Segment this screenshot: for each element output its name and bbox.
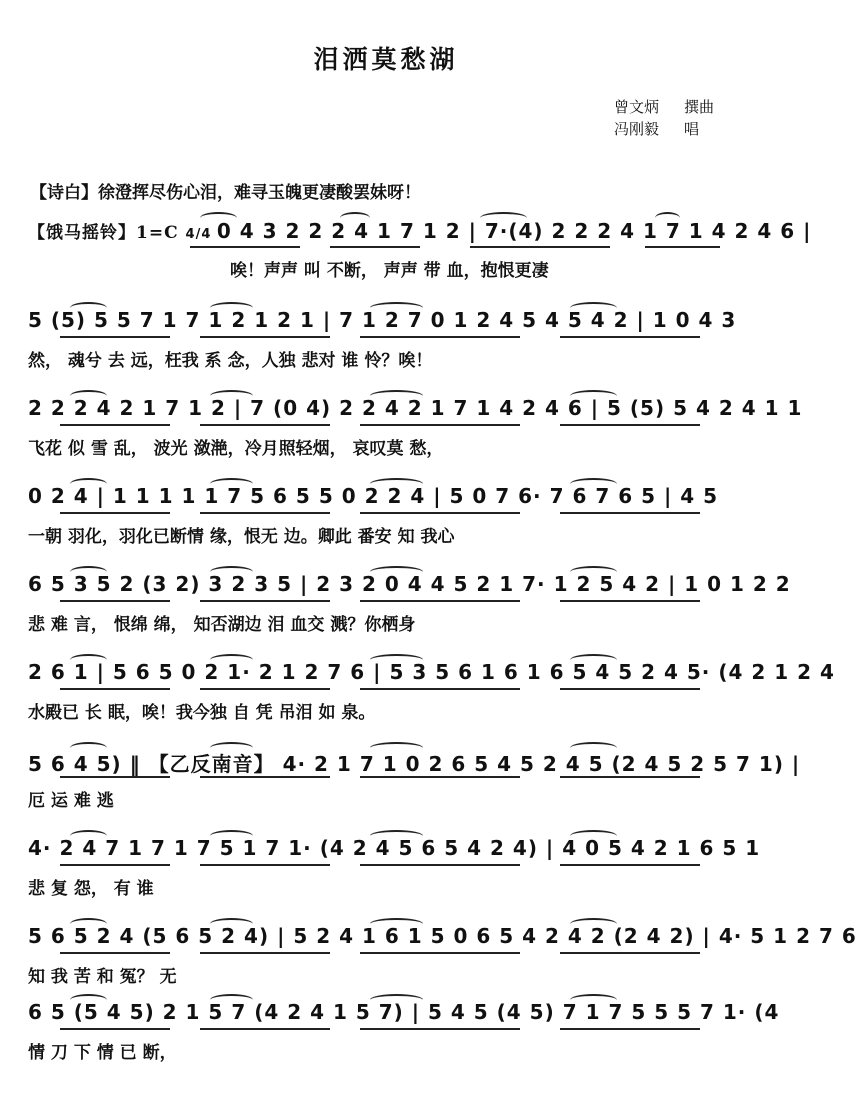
notation-text: 2 6 1 | 5 6 5 0 2 1· 2 1 2 7 6 | 5 3 5 6 1 6 1 6 5 4 5 2 4 5· (4 2 1 2 4 [28,660,835,684]
beam-underline [560,424,700,426]
notation-text: 6 5 (5 4 5) 2 1 5 7 (4 2 4 1 5 7) | 5 4 5 (4 5) 7 1 7 5 5 5 7 1· (4 [28,1000,780,1024]
slur-tie [200,212,237,224]
slur-tie [570,302,617,314]
slur-tie [210,830,253,842]
slur-tie [210,918,253,930]
beam-underline [470,246,610,248]
slur-tie [570,994,617,1006]
singer-name: 冯刚毅 [614,120,660,138]
beam-underline [60,336,170,338]
slur-tie [370,918,423,930]
slur-tie [210,478,253,490]
beam-underline [560,952,700,954]
notation-text: 0 4 3 2 2 2 4 1 7 1 2 | 7·(4) 2 2 2 4 1 7 1 4 2 4 6 | [216,219,812,243]
beam-underline [190,246,300,248]
slur-tie [70,994,107,1006]
slur-tie [655,212,680,224]
beam-underline [360,952,520,954]
beam-underline [360,776,520,778]
beam-underline [560,864,700,866]
lyric-line: 悲 复 怨， 有 谁 [28,879,154,899]
notation-line [28,218,812,248]
slur-tie [210,654,253,666]
beam-underline [560,1028,700,1030]
beam-underline [360,424,520,426]
beam-underline [200,512,330,514]
poem-recitation: 【诗白】徐澄挥尽伤心泪，难寻玉魄更凄酸罢妹呀！ [30,183,421,203]
beam-underline [360,688,520,690]
slur-tie [370,654,423,666]
slur-tie [570,742,617,754]
slur-tie [70,918,107,930]
slur-tie [70,390,107,402]
notation-text: 5 6 4 5) ‖ 【乙反南音】 4· 2 1 7 1 0 2 6 5 4 5 2 4 5 (2 4 5 2 5 7 1) | [28,752,801,776]
composer-name: 曾文炳 [614,98,660,116]
slur-tie [70,830,107,842]
notation-text: 5 (5) 5 5 7 1 7 1 2 1 2 1 | 7 1 2 7 0 1 2 4 5 4 5 4 2 | 1 0 4 3 [28,308,737,332]
beam-underline [200,952,330,954]
lyric-line: 一朝 羽化，羽化已断情 缘，恨无 边。卿此 番安 知 我心 [28,527,455,547]
notation-text: 4· 2 4 7 1 7 1 7 5 1 7 1· (4 2 4 5 6 5 4 2 4) | 4 0 5 4 2 1 6 5 1 [28,836,761,860]
slur-tie [70,478,107,490]
lyric-line: 悲 难 言， 恨绵 绵， 知否湖边 泪 血交 溅？你栖身 [28,615,416,635]
slur-tie [370,566,423,578]
beam-underline [200,864,330,866]
slur-tie [210,994,253,1006]
lyric-line: 知 我 苦 和 冤？ 无 [28,967,177,987]
slur-tie [570,566,617,578]
slur-tie [370,742,423,754]
singer-role: 唱 [684,120,700,138]
notation-text: 5 6 5 2 4 (5 6 5 2 4) | 5 2 4 1 6 1 5 0 6 5 4 2 4 2 (2 4 2) | 4· 5 1 2 7 6 [28,924,857,948]
beam-underline [60,688,170,690]
beam-underline [645,246,720,248]
slur-tie [570,478,617,490]
tune-label: 【饿马摇铃】1=C [28,223,186,243]
slur-tie [570,390,617,402]
composer-role: 撰曲 [684,98,715,116]
beam-underline [360,512,520,514]
beam-underline [60,776,170,778]
lyric-line: 厄 运 难 逃 [28,791,114,811]
beam-underline [360,864,520,866]
beam-underline [560,688,700,690]
lyric-line: 唉！声声 叫 不断， 声声 带 血，抱恨更凄 [230,261,549,281]
beam-underline [200,424,330,426]
slur-tie [210,566,253,578]
beam-underline [560,776,700,778]
beam-underline [330,246,420,248]
beam-underline [60,1028,170,1030]
beam-underline [200,600,330,602]
beam-underline [200,776,330,778]
beam-underline [60,864,170,866]
slur-tie [370,302,423,314]
slur-tie [70,742,107,754]
beam-underline [360,336,520,338]
beam-underline [60,600,170,602]
beam-underline [560,512,700,514]
slur-tie [370,830,423,842]
lyric-line: 然， 魂兮 去 远，枉我 系 念，人独 悲对 谁 怜？唉！ [28,351,433,371]
slur-tie [70,566,107,578]
slur-tie [210,302,253,314]
slur-tie [370,994,423,1006]
time-signature: 4/4 [185,227,217,242]
beam-underline [560,336,700,338]
beam-underline [60,512,170,514]
slur-tie [570,830,617,842]
credits [614,96,714,140]
slur-tie [570,654,617,666]
page-title: 泪洒莫愁湖 [313,45,459,74]
slur-tie [480,212,527,224]
lyric-line: 情 刀 下 情 已 断， [28,1043,177,1063]
beam-underline [200,1028,330,1030]
notation-text: 6 5 3 5 2 (3 2) 3 2 3 5 | 2 3 2 0 4 4 5 2 1 7· 1 2 5 4 2 | 1 0 1 2 2 [28,572,791,596]
beam-underline [200,688,330,690]
beam-underline [360,1028,520,1030]
notation-text: 2 2 2 4 2 1 7 1 2 | 7 (0 4) 2 2 4 2 1 7 1 4 2 4 6 | 5 (5) 5 4 2 4 1 1 [28,396,803,420]
score-system [0,1000,780,1100]
slur-tie [210,390,253,402]
slur-tie [570,918,617,930]
slur-tie [370,390,423,402]
notation-line [28,660,835,690]
credit-row [614,96,714,118]
beam-underline [360,600,520,602]
lyric-line: 飞花 似 雪 乱， 波光 潋滟，冷月照轻烟， 哀叹莫 愁， [28,439,444,459]
slur-tie [210,742,253,754]
beam-underline [60,952,170,954]
slur-tie [70,302,107,314]
lyric-line: 水殿已 长 眠，唉！我今独 自 凭 吊泪 如 泉。 [28,703,376,723]
slur-tie [70,654,107,666]
beam-underline [560,600,700,602]
beam-underline [200,336,330,338]
slur-tie [340,212,370,224]
notation-line [28,924,857,954]
slur-tie [370,478,423,490]
credit-row [614,118,714,140]
notation-text: 0 2 4 | 1 1 1 1 1 7 5 6 5 5 0 2 2 4 | 5 0 7 6· 7 6 7 6 5 | 4 5 [28,484,719,508]
beam-underline [60,424,170,426]
